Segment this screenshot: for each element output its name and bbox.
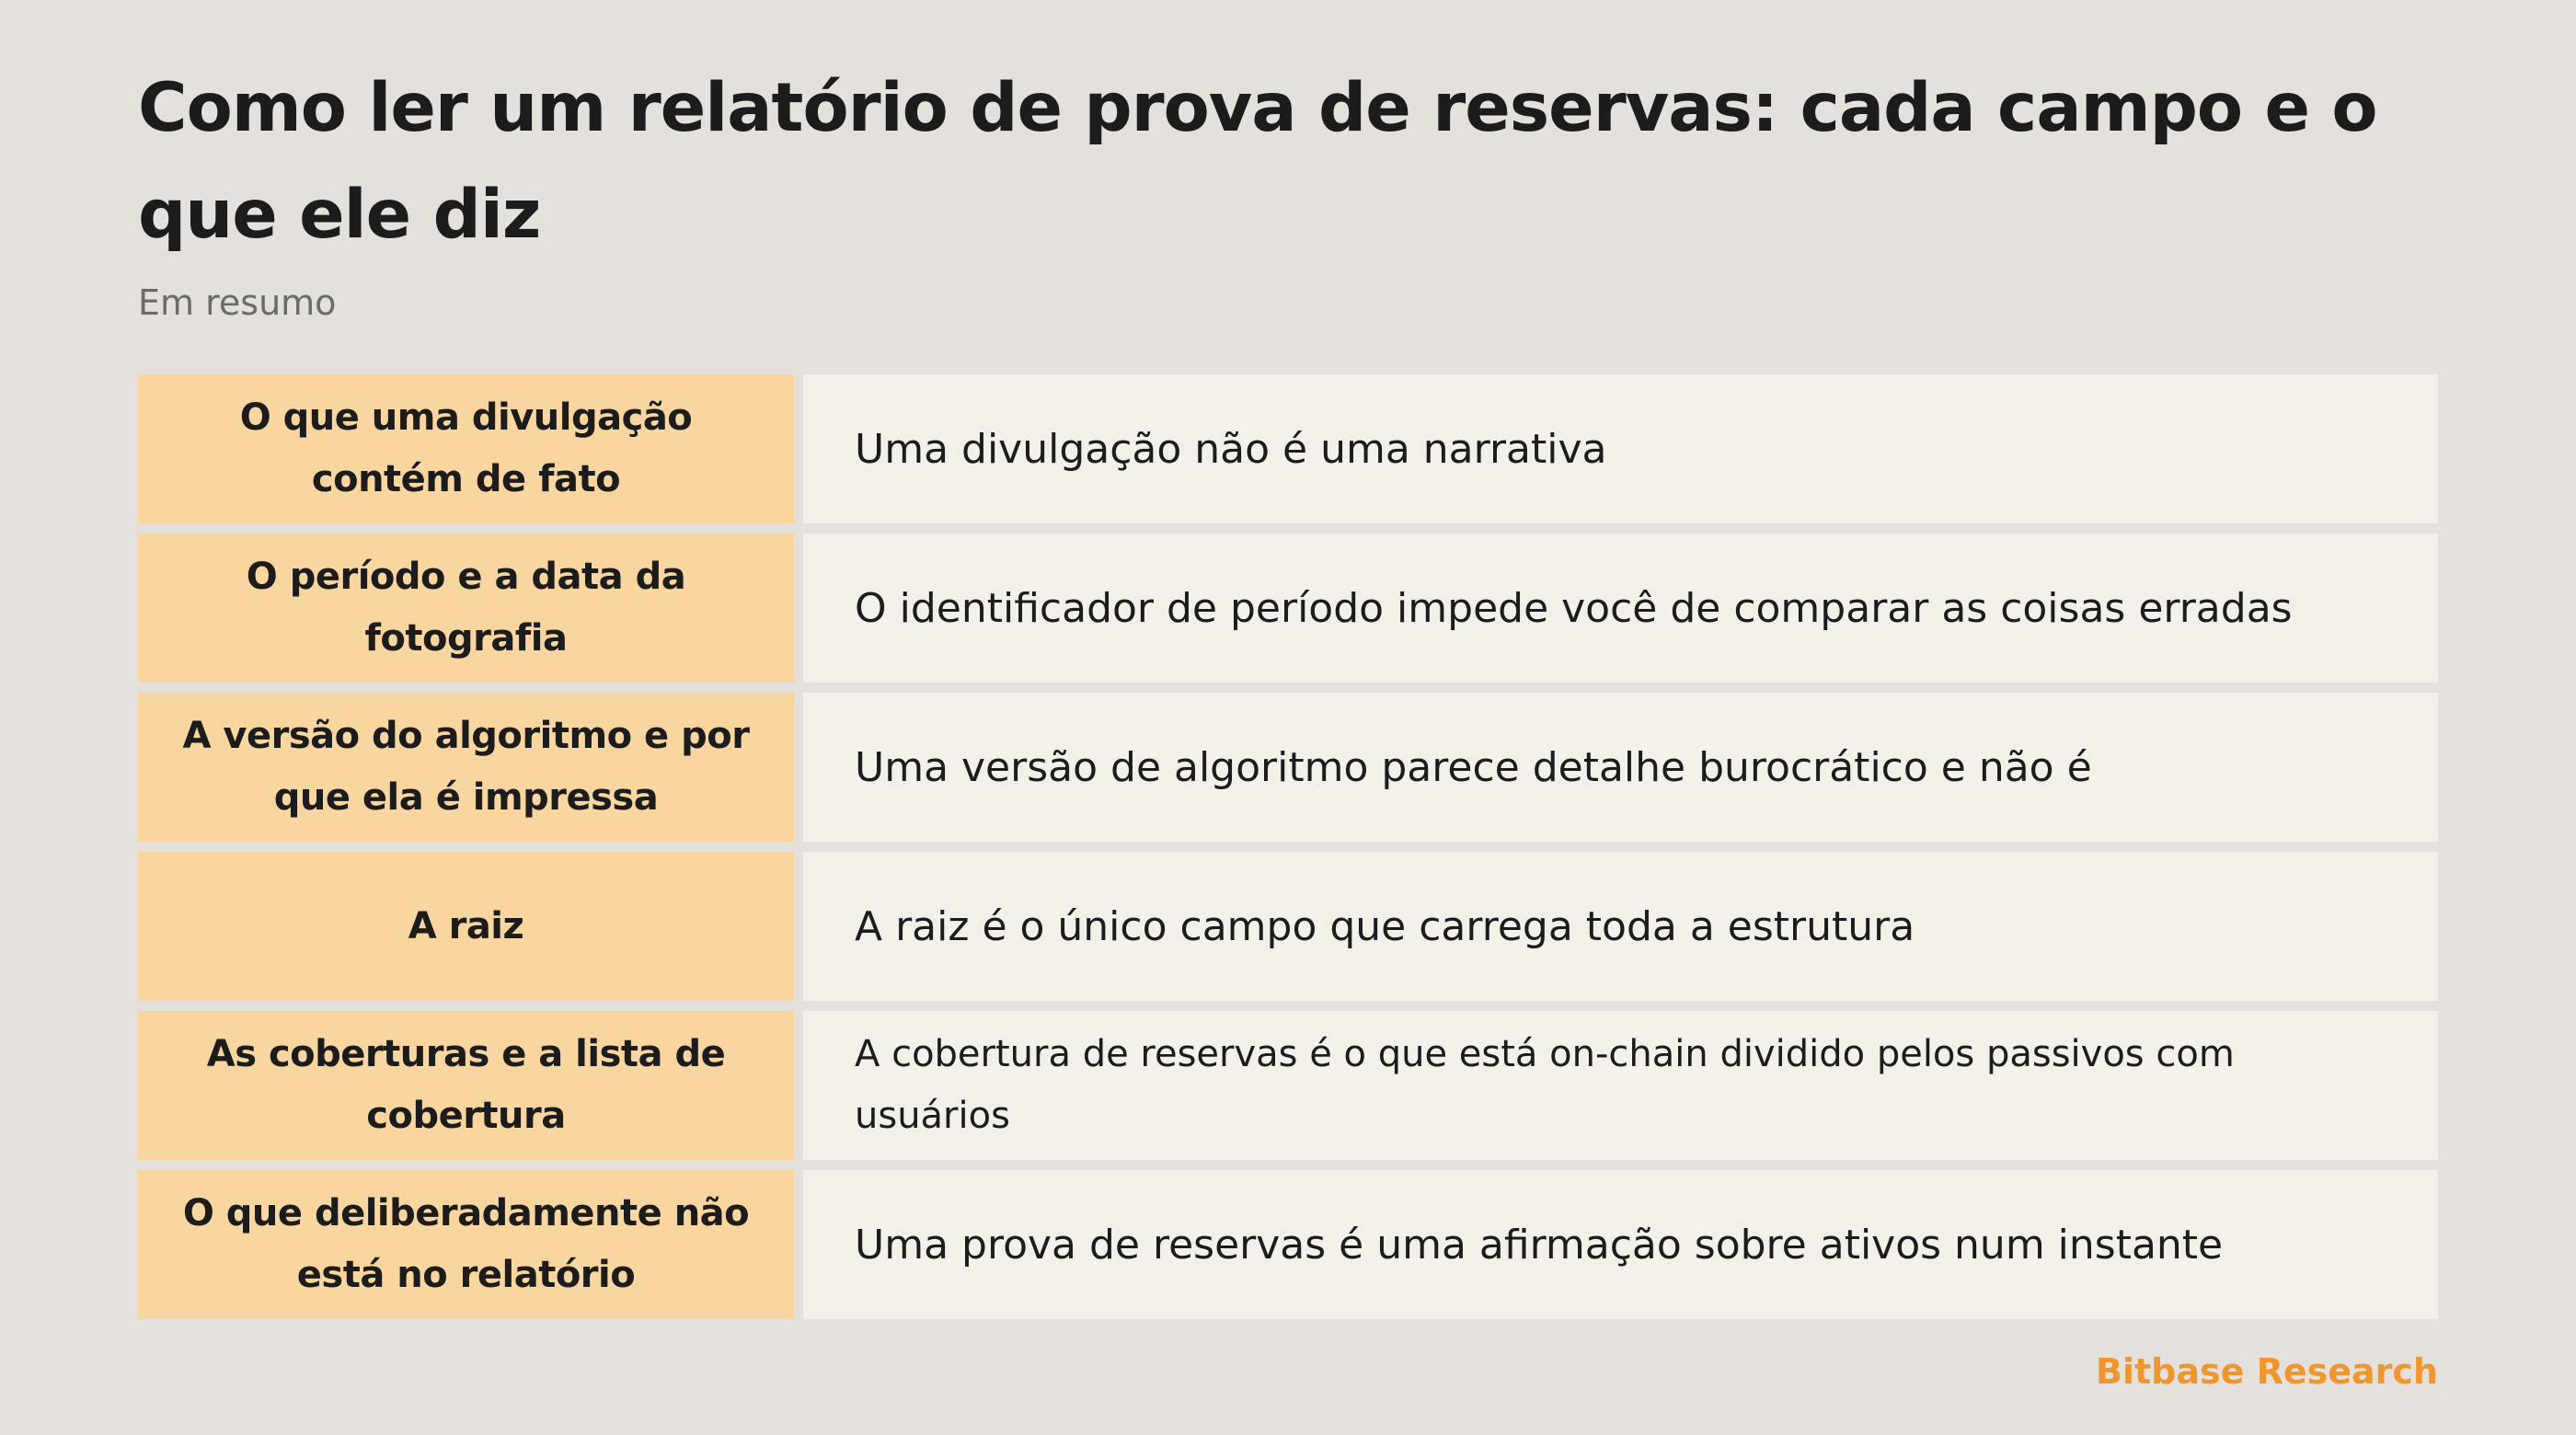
row-text: Uma prova de reservas é uma afirmação sobre ativos num instante bbox=[803, 1170, 2438, 1319]
page-subtitle: Em resumo bbox=[138, 282, 337, 323]
table-row bbox=[138, 1011, 2438, 1160]
row-label: A raiz bbox=[138, 852, 794, 1001]
row-text: O identificador de período impede você de comparar as coisas erradas bbox=[803, 534, 2438, 683]
row-label: O que deliberadamente não está no relatório bbox=[138, 1170, 794, 1319]
row-label: O período e a data da fotografia bbox=[138, 534, 794, 683]
summary-table bbox=[138, 374, 2438, 1319]
table-row bbox=[138, 852, 2438, 1001]
row-text: A cobertura de reservas é o que está on-chain dividido pelos passivos com usuários bbox=[803, 1011, 2438, 1160]
row-label: As coberturas e a lista de cobertura bbox=[138, 1011, 794, 1160]
page bbox=[138, 55, 2438, 1296]
table-row bbox=[138, 1170, 2438, 1319]
brand-footer: Bitbase Research bbox=[2095, 1351, 2438, 1392]
row-label: A versão do algoritmo e por que ela é impressa bbox=[138, 693, 794, 842]
row-label: O que uma divulgação contém de fato bbox=[138, 374, 794, 523]
row-text: Uma versão de algoritmo parece detalhe burocrático e não é bbox=[803, 693, 2438, 842]
table-row bbox=[138, 534, 2438, 683]
table-row bbox=[138, 374, 2438, 523]
row-text: Uma divulgação não é uma narrativa bbox=[803, 374, 2438, 523]
row-text: A raiz é o único campo que carrega toda a estrutura bbox=[803, 852, 2438, 1001]
page-title: Como ler um relatório de prova de reservas: cada campo e o que ele diz bbox=[138, 69, 2377, 254]
table-row bbox=[138, 693, 2438, 842]
